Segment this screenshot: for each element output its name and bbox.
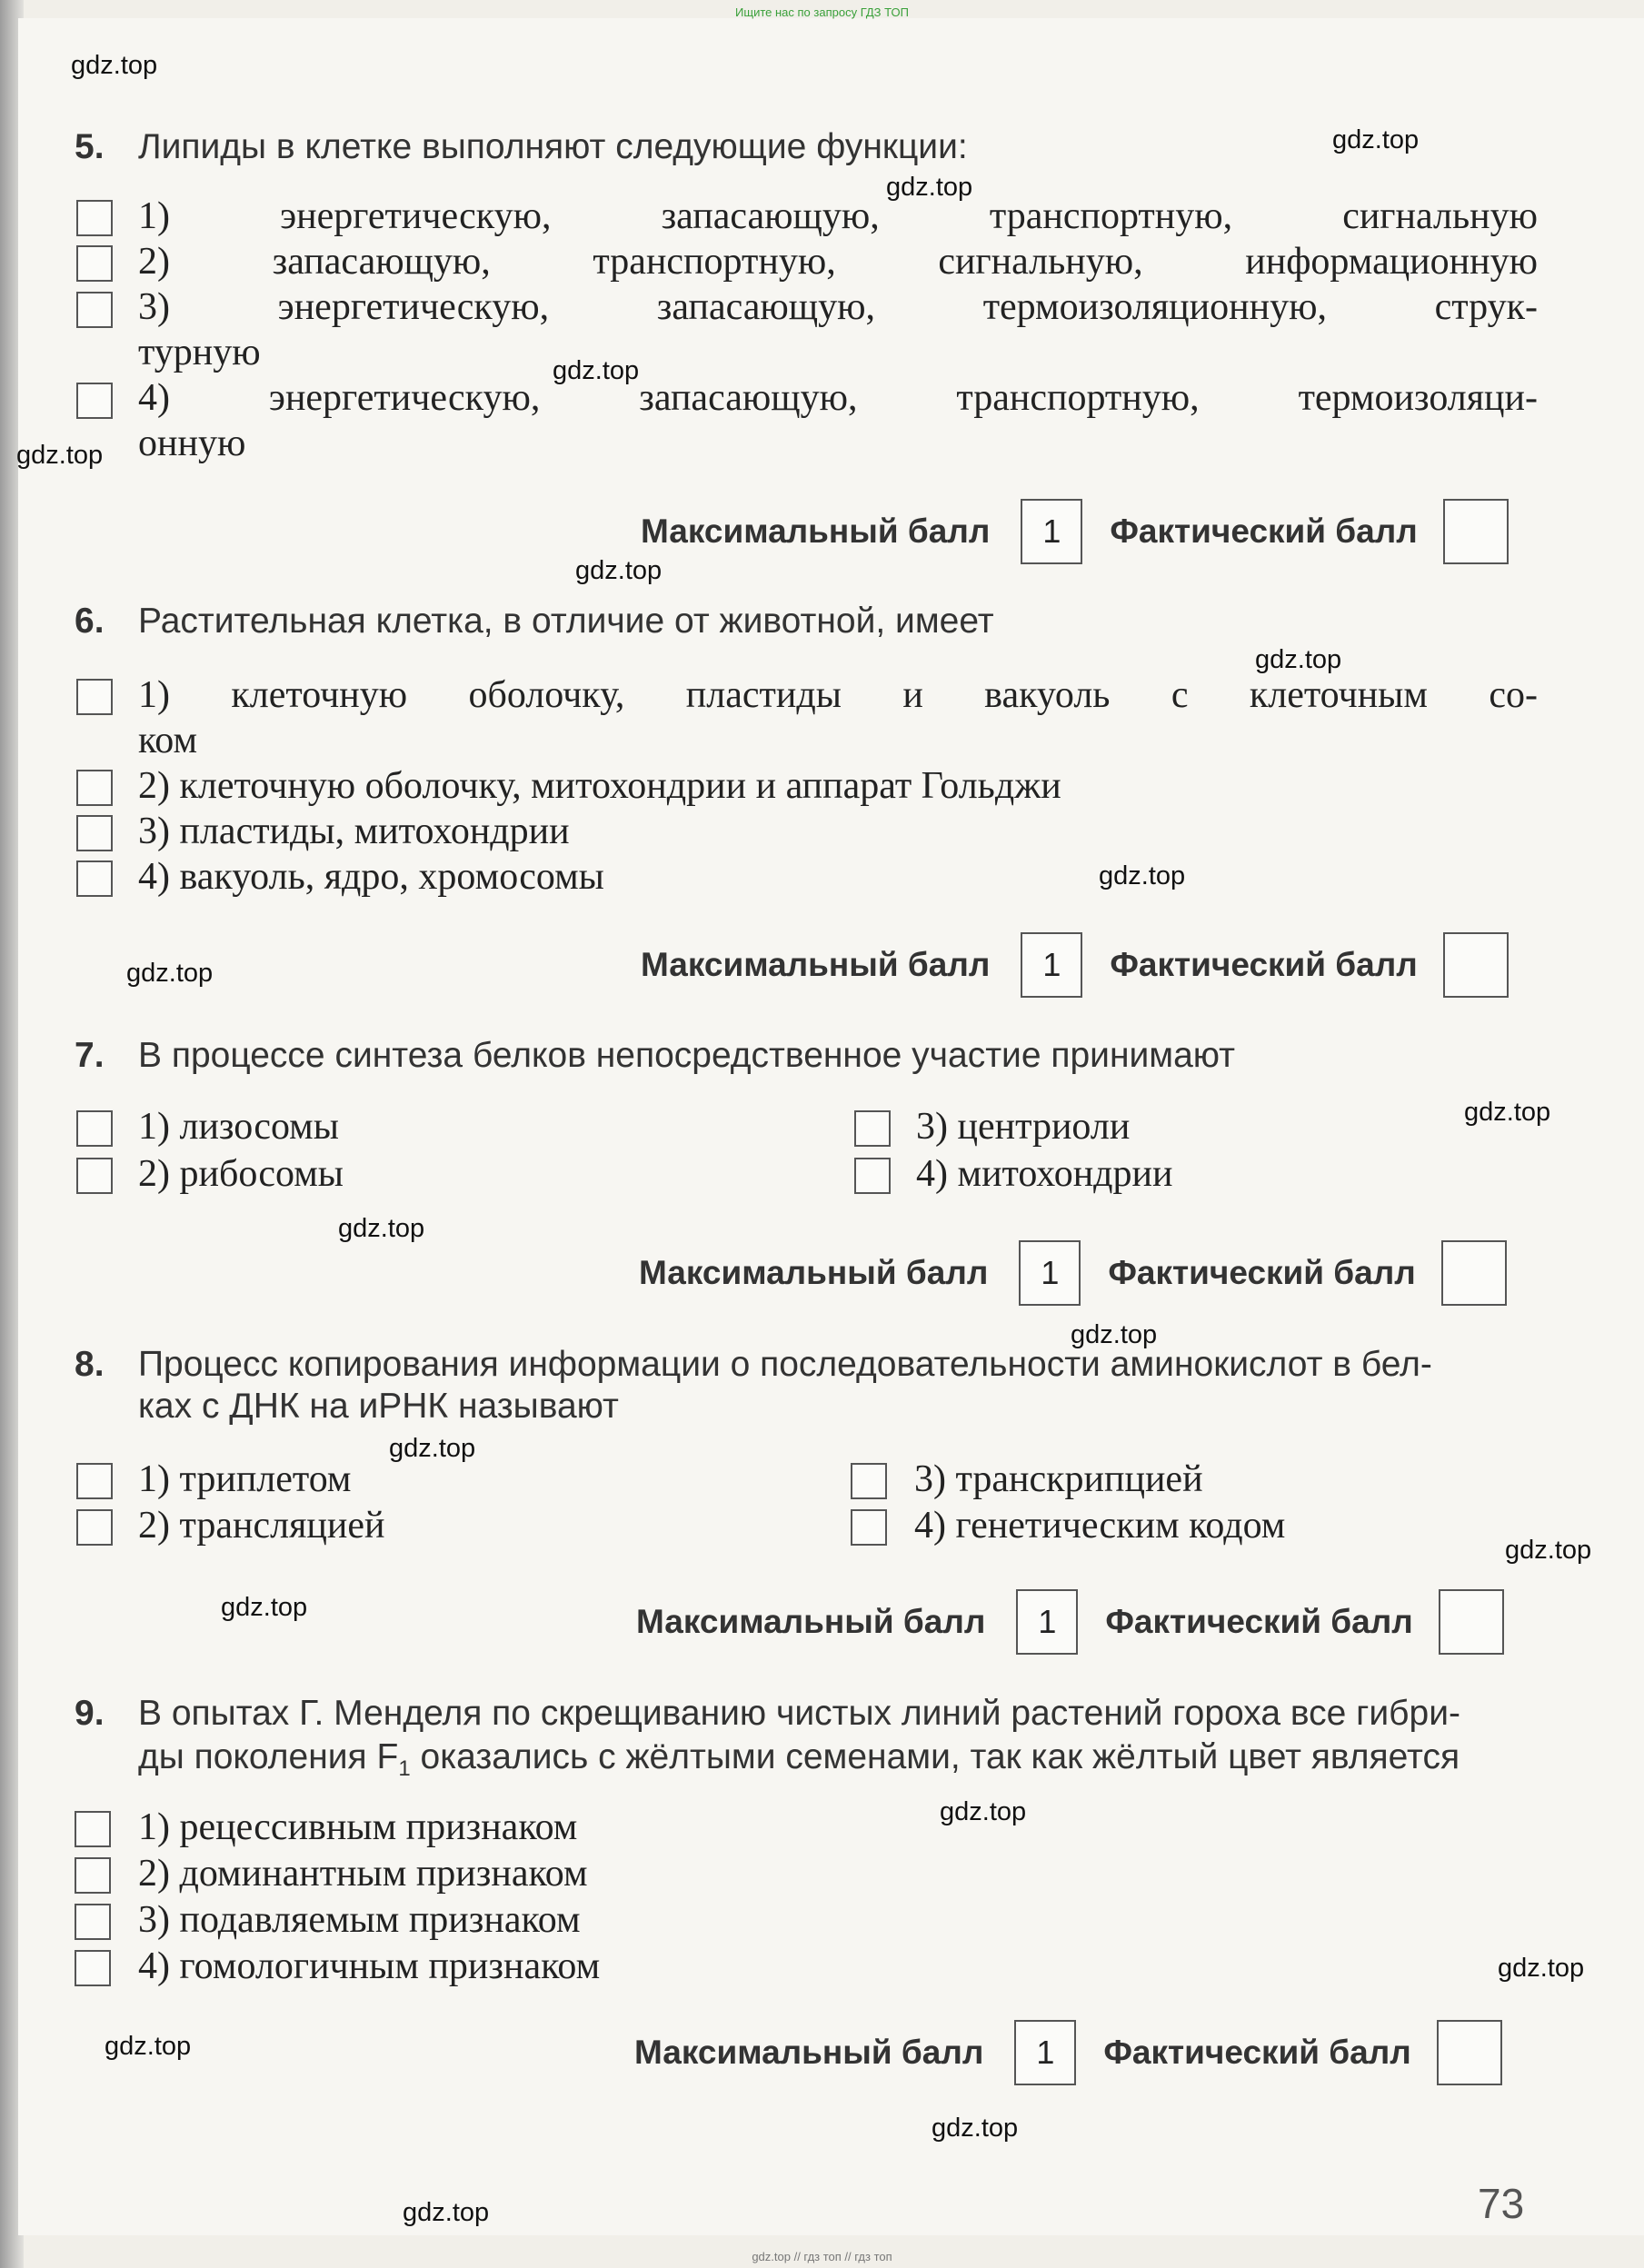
answer-option: 1) энергетическую, запасающую, транспортную, сигнальную <box>138 195 1538 237</box>
page-number: 73 <box>1478 2180 1525 2227</box>
score-row <box>636 1588 1504 1656</box>
answer-checkbox[interactable] <box>854 1158 891 1194</box>
answer-checkbox[interactable] <box>851 1509 887 1546</box>
answer-option-continuation: онную <box>138 423 246 464</box>
max-score-label: Максимальный балл <box>639 1254 989 1291</box>
answer-checkbox[interactable] <box>76 1463 113 1499</box>
answer-option: 4) митохондрии <box>916 1153 1173 1195</box>
watermark: gdz.top <box>221 1593 308 1622</box>
max-score-label: Максимальный балл <box>634 2034 984 2071</box>
max-score-box: 1 <box>1019 1240 1081 1306</box>
max-score-box: 1 <box>1014 2020 1076 2085</box>
actual-score-label: Фактический балл <box>1110 946 1418 983</box>
answer-checkbox[interactable] <box>75 1811 111 1847</box>
answer-checkbox[interactable] <box>851 1463 887 1499</box>
answer-option: 4) вакуоль, ядро, хромосомы <box>138 856 604 898</box>
answer-option: 1) лизосомы <box>138 1106 339 1148</box>
answer-checkbox[interactable] <box>76 383 113 419</box>
watermark: gdz.top <box>338 1214 425 1243</box>
answer-checkbox[interactable] <box>75 1904 111 1940</box>
watermark: gdz.top <box>126 959 214 988</box>
answer-checkbox[interactable] <box>76 815 113 851</box>
actual-score-label: Фактический балл <box>1108 1254 1416 1291</box>
actual-score-label: Фактический балл <box>1110 512 1418 550</box>
answer-option: 1) клеточную оболочку, пластиды и вакуоль с клеточным со- <box>138 674 1538 716</box>
answer-option: 2) запасающую, транспортную, сигнальную, информационную <box>138 241 1538 283</box>
question-9 <box>75 1694 1460 1734</box>
answer-checkbox[interactable] <box>76 860 113 897</box>
score-row <box>641 931 1509 999</box>
answer-option: 4) гомологичным признаком <box>138 1945 601 1987</box>
max-score-label: Максимальный балл <box>641 512 991 550</box>
answer-checkbox[interactable] <box>854 1110 891 1147</box>
max-score-box: 1 <box>1021 499 1082 564</box>
actual-score-box[interactable] <box>1443 499 1509 564</box>
watermark: gdz.top <box>16 441 104 470</box>
footer-links: gdz.top // гдз топ // гдз топ <box>752 2250 892 2263</box>
question-6 <box>75 602 994 642</box>
answer-option: 3) пластиды, митохондрии <box>138 811 570 852</box>
question-5 <box>75 127 968 167</box>
answer-option: 3) энергетическую, запасающую, термоизоляционную, струк- <box>138 286 1538 328</box>
answer-checkbox[interactable] <box>76 1110 113 1147</box>
question-number: 8. <box>75 1345 105 1384</box>
answer-option: 3) транскрипцией <box>914 1458 1203 1500</box>
answer-option-continuation: турную <box>138 332 261 373</box>
answer-option-continuation: ком <box>138 720 198 761</box>
score-row <box>634 2019 1502 2086</box>
answer-option: 3) центриоли <box>916 1106 1131 1148</box>
question-number: 9. <box>75 1694 105 1733</box>
watermark: gdz.top <box>575 556 663 585</box>
watermark: gdz.top <box>932 2114 1019 2143</box>
answer-checkbox[interactable] <box>76 679 113 715</box>
actual-score-box[interactable] <box>1437 2020 1502 2085</box>
watermark: gdz.top <box>105 2032 192 2061</box>
max-score-box: 1 <box>1021 932 1082 998</box>
answer-checkbox[interactable] <box>76 200 113 236</box>
actual-score-box[interactable] <box>1441 1240 1507 1306</box>
watermark: gdz.top <box>553 356 640 385</box>
question-text-continuation: ды поколения $F_1$ оказались с жёлтыми семенами, так как жёлтый цвет является <box>138 1737 1460 1781</box>
watermark: gdz.top <box>1071 1320 1158 1349</box>
question-text: Липиды в клетке выполняют следующие функции: <box>138 127 968 166</box>
answer-option: 4) энергетическую, запасающую, транспортную, термоизоляци- <box>138 377 1538 419</box>
answer-option: 1) триплетом <box>138 1458 352 1500</box>
actual-score-box[interactable] <box>1439 1589 1504 1655</box>
score-row <box>639 1239 1507 1307</box>
answer-checkbox[interactable] <box>76 1158 113 1194</box>
watermark: gdz.top <box>886 173 973 202</box>
question-number: 6. <box>75 602 105 641</box>
watermark: gdz.top <box>71 51 158 80</box>
answer-checkbox[interactable] <box>76 1509 113 1546</box>
watermark: gdz.top <box>1099 861 1186 890</box>
score-row <box>641 498 1509 565</box>
watermark: gdz.top <box>403 2198 490 2227</box>
answer-option: 2) трансляцией <box>138 1505 385 1547</box>
watermark: gdz.top <box>1255 645 1342 674</box>
watermark: gdz.top <box>1332 125 1420 154</box>
answer-checkbox[interactable] <box>76 245 113 282</box>
answer-option: 2) клеточную оболочку, митохондрии и аппарат Гольджи <box>138 765 1061 807</box>
max-score-label: Максимальный балл <box>641 946 991 983</box>
top-banner: Ищите нас по запросу ГДЗ ТОП <box>735 5 909 19</box>
actual-score-label: Фактический балл <box>1103 2034 1411 2071</box>
answer-checkbox[interactable] <box>75 1857 111 1894</box>
question-8 <box>75 1345 1432 1385</box>
answer-checkbox[interactable] <box>76 770 113 806</box>
actual-score-box[interactable] <box>1443 932 1509 998</box>
question-7 <box>75 1036 1235 1076</box>
watermark: gdz.top <box>389 1434 476 1463</box>
actual-score-label: Фактический балл <box>1105 1603 1413 1640</box>
question-number: 7. <box>75 1036 105 1075</box>
question-text: Растительная клетка, в отличие от животной, имеет <box>138 602 994 641</box>
max-score-box: 1 <box>1016 1589 1078 1655</box>
answer-checkbox[interactable] <box>76 292 113 328</box>
answer-checkbox[interactable] <box>75 1950 111 1986</box>
answer-option: 4) генетическим кодом <box>914 1505 1286 1547</box>
answer-option: 1) рецессивным признаком <box>138 1806 578 1848</box>
answer-option: 3) подавляемым признаком <box>138 1899 581 1941</box>
question-text-continuation: ках с ДНК на иРНК называют <box>138 1387 619 1426</box>
question-text: В опытах Г. Менделя по скрещиванию чистых линий растений гороха все гибри- <box>138 1694 1460 1733</box>
question-number: 5. <box>75 127 105 166</box>
watermark: gdz.top <box>1498 1954 1585 1983</box>
subscript: 1 <box>398 1756 411 1781</box>
max-score-label: Максимальный балл <box>636 1603 986 1640</box>
watermark: gdz.top <box>940 1797 1027 1826</box>
watermark: gdz.top <box>1505 1536 1592 1565</box>
question-text: В процессе синтеза белков непосредственное участие принимают <box>138 1036 1236 1075</box>
watermark: gdz.top <box>1464 1098 1551 1127</box>
answer-option: 2) доминантным признаком <box>138 1853 588 1895</box>
answer-option: 2) рибосомы <box>138 1153 344 1195</box>
question-text: Процесс копирования информации о последовательности аминокислот в бел- <box>138 1345 1432 1384</box>
